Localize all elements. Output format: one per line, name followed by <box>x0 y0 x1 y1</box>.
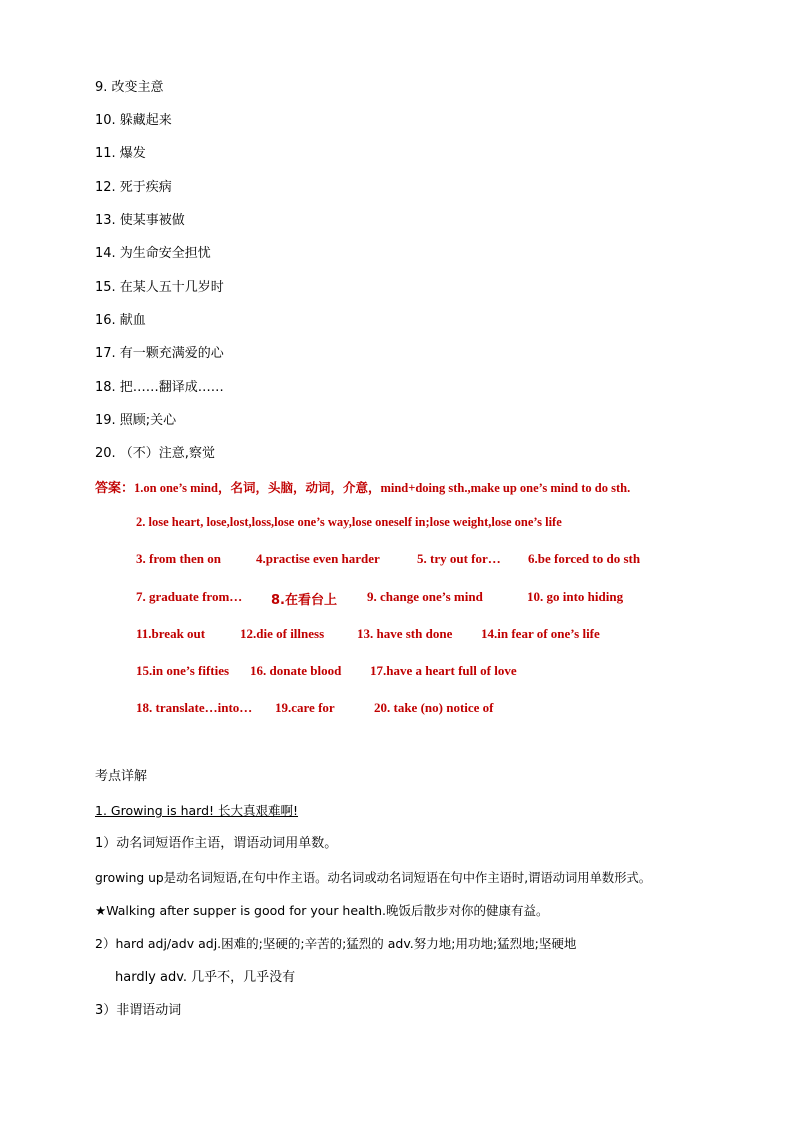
list-item: 17. 有一颗充满爱的心 <box>95 346 224 361</box>
point-title: 1. Growing is hard! 长大真艰难啊! <box>95 803 299 818</box>
answer-item: 19.care for <box>275 700 335 715</box>
list-item: 20. （不）注意,察觉 <box>95 446 215 461</box>
answer-item: 3. from then on <box>136 551 221 566</box>
point-paragraph: growing up是动名词短语,在句中作主语。动名词或动名词短语在句中作主语时,谓语动词用单数形式。 <box>95 871 652 885</box>
answer-item: 10. go into hiding <box>527 589 624 604</box>
answer-item: 4.practise even harder <box>256 551 380 566</box>
list-item: 9. 改变主意 <box>95 80 164 95</box>
answer-item: 15.in one’s fifties <box>136 663 230 678</box>
example-sentence: ★Walking after supper is good for your health.晚饭后散步对你的健康有益。 <box>95 903 549 918</box>
point-paragraph: 1）动名词短语作主语，谓语动词用单数。 <box>95 836 338 851</box>
list-item: 14. 为生命安全担忧 <box>95 246 211 261</box>
list-item: 18. 把……翻译成…… <box>95 380 224 395</box>
answer-item: 11.break out <box>136 626 206 641</box>
answers-row <box>0 700 794 716</box>
list-item: 13. 使某事被做 <box>95 213 185 228</box>
answer-item: 7. graduate from… <box>136 589 243 604</box>
answer-item: 17.have a heart full of love <box>370 663 517 678</box>
list-item: 10. 躲藏起来 <box>95 113 172 128</box>
answer-item: 12.die of illness <box>240 626 325 641</box>
list-item: 16. 献血 <box>95 313 146 328</box>
answers-row <box>0 626 794 642</box>
list-item: 15. 在某人五十几岁时 <box>95 280 224 295</box>
answer-item: 18. translate…into… <box>136 700 253 715</box>
answer-item: 6.be forced to do sth <box>528 551 641 566</box>
point-paragraph: 2）hard adj/adv adj.困难的;坚硬的;辛苦的;猛烈的 adv.努力地;用功地;猛烈地;坚硬地 <box>95 936 577 951</box>
answer-item: 13. have sth done <box>357 626 453 641</box>
answers-row <box>0 663 794 679</box>
answer-item: 8.在看台上 <box>271 593 337 608</box>
list-item: 12. 死于疾病 <box>95 180 172 195</box>
answer-2: 2. lose heart, lose,lost,loss,lose one’s way,lose oneself in;lose weight,lose one’s life <box>136 515 562 529</box>
answer-item: 20. take (no) notice of <box>374 700 494 715</box>
answer-item: 5. try out for… <box>417 551 501 566</box>
point-paragraph: hardly adv. 几乎不，几乎没有 <box>115 970 296 985</box>
list-item: 19. 照顾;关心 <box>95 413 177 428</box>
answer-item: 9. change one’s mind <box>367 589 483 604</box>
answer-1: 1.on one’s mind，名词，头脑，动词，介意，mind+doing sth.,make up one’s mind to do sth. <box>134 481 631 495</box>
list-item: 11. 爆发 <box>95 146 146 161</box>
answer-item: 16. donate blood <box>250 663 342 678</box>
answers-line-1 <box>95 480 630 497</box>
answers-row <box>0 589 794 608</box>
answers-label: 答案： <box>95 481 135 496</box>
answers-row <box>0 551 794 567</box>
point-paragraph: 3）非谓语动词 <box>95 1003 182 1018</box>
section-heading: 考点详解 <box>95 769 148 784</box>
answer-item: 14.in fear of one’s life <box>481 626 600 641</box>
